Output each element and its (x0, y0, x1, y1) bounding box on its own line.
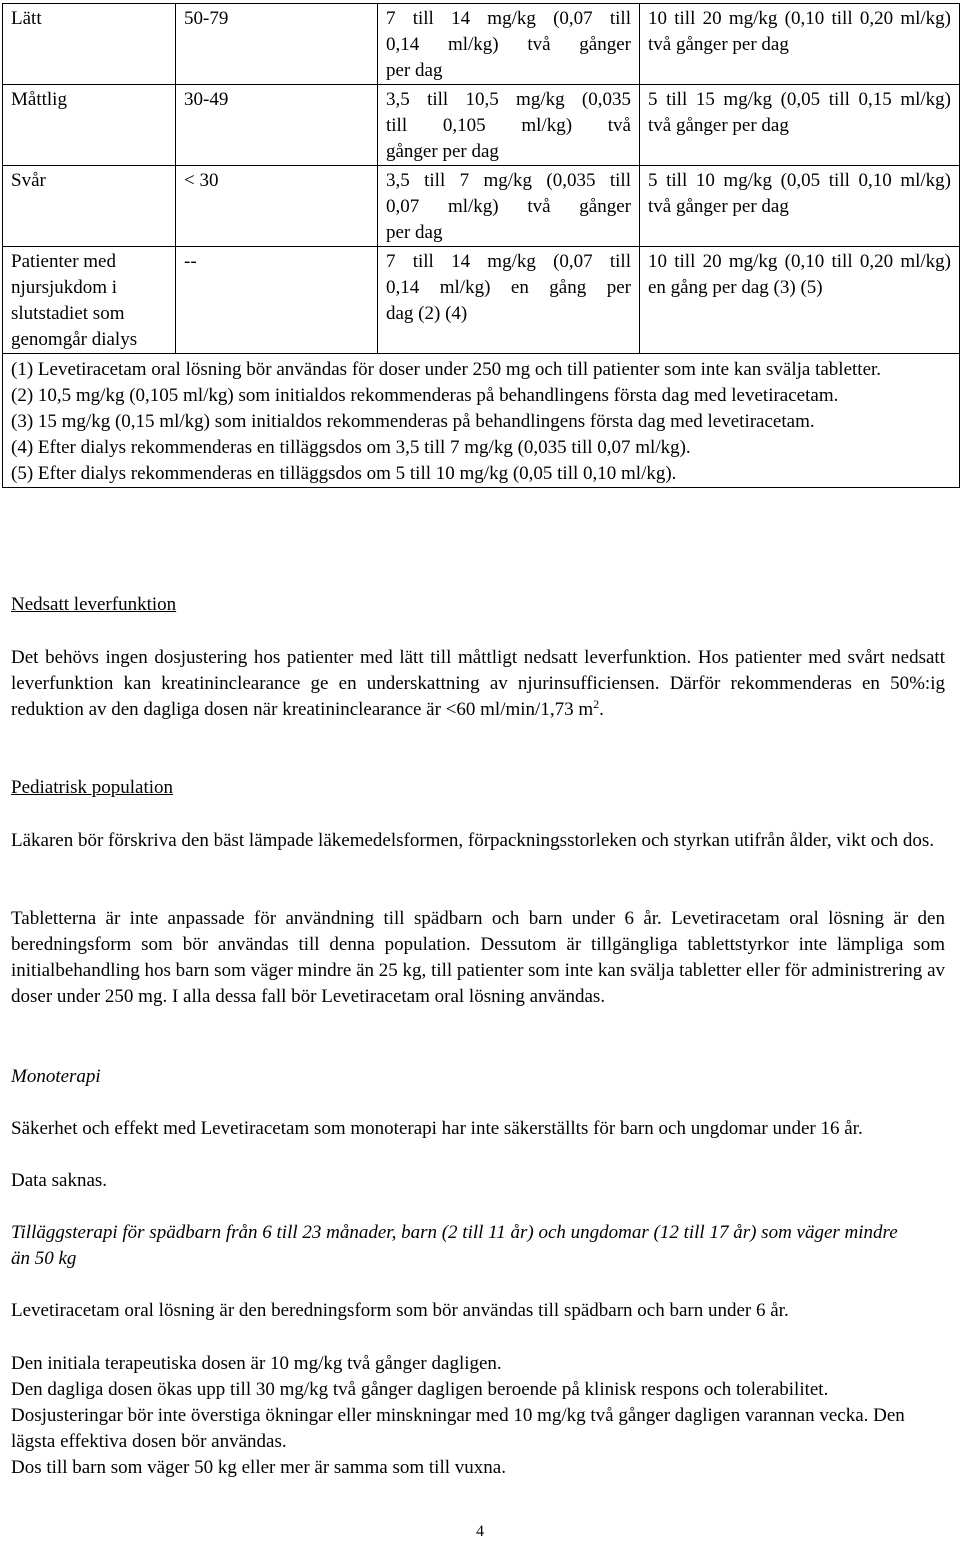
table-footnotes (3, 354, 960, 488)
clearance-cell: -- (176, 247, 378, 354)
table-row (3, 247, 960, 354)
table-row (3, 85, 960, 166)
paragraph-initial-dose: Den initiala terapeutiska dosen är 10 mg/kg två gånger dagligen. (11, 1353, 502, 1374)
footnote: (2) 10,5 mg/kg (0,105 ml/kg) som initialdos rekommenderas på behandlingens första dag med levetiracetam. (11, 385, 839, 406)
child-dose-cell: 10 till 20 mg/kg (0,10 till 0,20 ml/kg) en gång per dag (3) (5) (640, 247, 960, 354)
paragraph-pediatric-2: Tabletterna är inte anpassade för användning till spädbarn och barn under 6 år. Levetiracetam oral lösning är den beredningsform som bör användas till denna population. Dessutom är tillgängliga tablettstyrkor inte lämpliga som initialbehandling hos barn som väger mindre än 25 kg, till patienter som inte kan svälja tabletter eller för administrering av doser under 250 mg. I alla dessa fall bör Levetiracetam oral lösning användas. (11, 908, 945, 1007)
footnote: (4) Efter dialys rekommenderas en tilläggsdos om 3,5 till 7 mg/kg (0,035 till 0,07 ml/kg). (11, 437, 691, 458)
table-row (3, 166, 960, 247)
adult-dose-cell: 3,5 till 7 mg/kg (0,035 till 0,07 ml/kg) två gånger per dag (378, 166, 640, 247)
page-number: 4 (476, 1523, 484, 1540)
paragraph-no-data: Data saknas. (11, 1170, 108, 1191)
heading-monotherapy: Monoterapi (11, 1066, 101, 1087)
footnote: (1) Levetiracetam oral lösning bör användas för doser under 250 mg och till patienter som inte kan svälja tabletter. (11, 359, 882, 380)
clearance-cell: < 30 (176, 166, 378, 247)
paragraph-dose-increase: Den dagliga dosen ökas upp till 30 mg/kg två gånger dagligen beroende på klinisk respons och tolerabilitet. Dosjusteringar bör inte överstiga ökningar eller minskningar med 10 mg/kg två gånger dagligen varannan vecka. Den lägsta effektiva dosen bör användas. (11, 1379, 905, 1452)
clearance-cell: 50-79 (176, 4, 378, 85)
footnote: (3) 15 mg/kg (0,15 ml/kg) som initialdos rekommenderas på behandlingens första dag med levetiracetam. (11, 411, 815, 432)
paragraph-addon-1: Levetiracetam oral lösning är den beredningsform som bör användas till spädbarn och barn under 6 år. (11, 1300, 789, 1321)
paragraph-adult-dose: Dos till barn som väger 50 kg eller mer är samma som till vuxna. (11, 1457, 506, 1478)
heading-liver: Nedsatt leverfunktion (11, 594, 177, 615)
heading-pediatric: Pediatrisk population (11, 777, 174, 798)
child-dose-cell: 5 till 10 mg/kg (0,05 till 0,10 ml/kg) två gånger per dag (640, 166, 960, 247)
paragraph-liver: Det behövs ingen dosjustering hos patienter med lätt till måttligt nedsatt leverfunktion. Hos patienter med svårt nedsatt leverfunktion kan kreatininclearance ge en underskattning av njurinsufficiensen. Därför rekommenderas en 50%:ig reduktion av den dagliga dosen när kreatininclearance är <60 ml/min/1,73 $m^2$. (11, 647, 945, 720)
footnote: (5) Efter dialys rekommenderas en tilläggsdos om 5 till 10 mg/kg (0,05 till 0,10 ml/kg). (11, 463, 677, 484)
adult-dose-cell: 3,5 till 10,5 mg/kg (0,035 till 0,105 ml/kg) två gånger per dag (378, 85, 640, 166)
dosage-table (2, 3, 960, 488)
patient-group-cell: Lätt (3, 4, 176, 85)
adult-dose-cell: 7 till 14 mg/kg (0,07 till 0,14 ml/kg) en gång per dag (2) (4) (378, 247, 640, 354)
table-row (3, 4, 960, 85)
patient-group-cell: Svår (3, 166, 176, 247)
heading-addon-therapy: Tilläggsterapi för spädbarn från 6 till 23 månader, barn (2 till 11 år) och ungdomar (12 till 17 år) som väger mindre än 50 kg (11, 1222, 898, 1269)
child-dose-cell: 10 till 20 mg/kg (0,10 till 0,20 ml/kg) två gånger per dag (640, 4, 960, 85)
paragraph-pediatric-1: Läkaren bör förskriva den bäst lämpade läkemedelsformen, förpackningsstorleken och styrkan utifrån ålder, vikt och dos. (11, 830, 935, 851)
clearance-cell: 30-49 (176, 85, 378, 166)
adult-dose-cell: 7 till 14 mg/kg (0,07 till 0,14 ml/kg) två gånger per dag (378, 4, 640, 85)
patient-group-cell: Måttlig (3, 85, 176, 166)
paragraph-monotherapy: Säkerhet och effekt med Levetiracetam som monoterapi har inte säkerställts för barn och ungdomar under 16 år. (11, 1118, 863, 1139)
child-dose-cell: 5 till 15 mg/kg (0,05 till 0,15 ml/kg) två gånger per dag (640, 85, 960, 166)
table-notes-row (3, 354, 960, 488)
patient-group-cell: Patienter med njursjukdom i slutstadiet som genomgår dialys (3, 247, 176, 354)
